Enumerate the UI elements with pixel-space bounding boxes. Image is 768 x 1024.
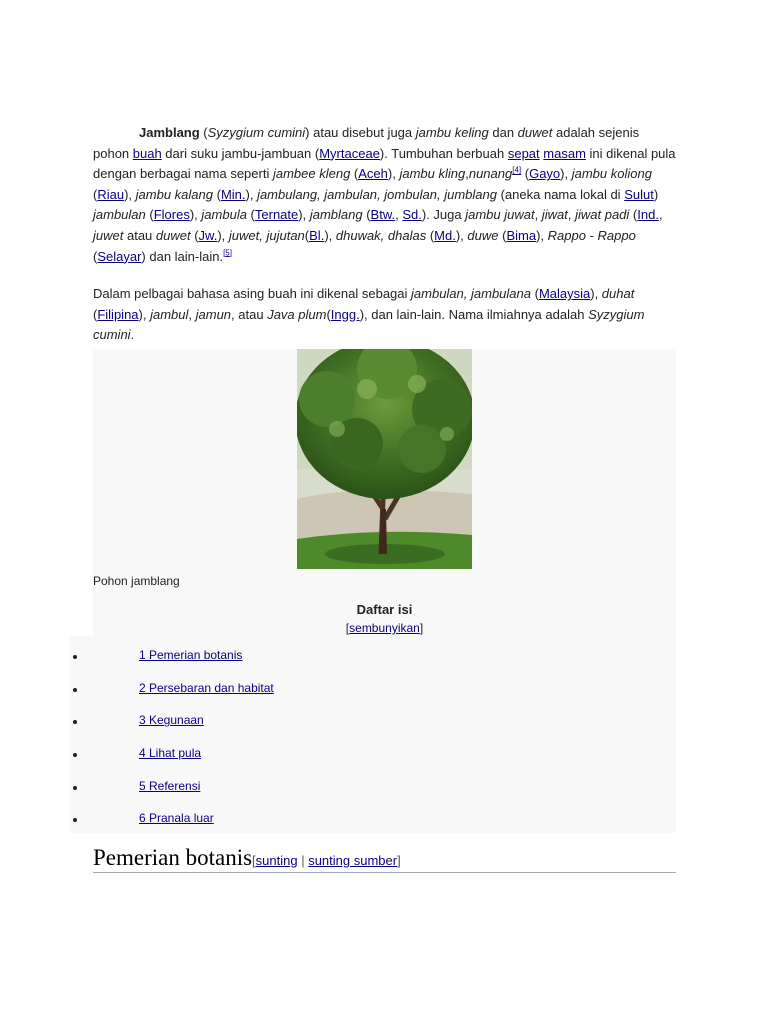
italic-term: jambul bbox=[150, 306, 189, 322]
text-run: Dalam pelbagai bahasa asing buah ini dikenal sebagai bbox=[93, 286, 412, 301]
toc-panel bbox=[70, 636, 676, 833]
text-run: ) atau disebut juga bbox=[305, 125, 416, 140]
text-run: , bbox=[465, 166, 469, 182]
text-run: , bbox=[188, 306, 196, 322]
reference-sup bbox=[512, 166, 521, 175]
italic-term: jambu keling bbox=[415, 125, 489, 140]
edit-open-bracket: [ bbox=[252, 853, 256, 868]
section-edit-links bbox=[252, 853, 401, 868]
text-run: ( bbox=[145, 207, 154, 223]
edit-close-bracket: ] bbox=[397, 853, 401, 868]
inline-link[interactable]: Sd. bbox=[402, 207, 422, 223]
inline-link[interactable]: Sulut bbox=[624, 186, 654, 202]
inline-link[interactable]: buah bbox=[132, 145, 162, 161]
text-run: , bbox=[658, 207, 663, 223]
text-run: ( bbox=[629, 207, 638, 223]
text-run: ( bbox=[362, 207, 371, 223]
text-run: ( bbox=[93, 248, 98, 264]
text-run: (aneka nama lokal di bbox=[497, 186, 625, 202]
italic-term: Syzygium cumini bbox=[207, 125, 306, 140]
toc-link-kegunaan[interactable]: 3 Kegunaan bbox=[139, 713, 204, 728]
text-run: ( bbox=[93, 186, 98, 202]
inline-link[interactable]: Ingg. bbox=[330, 306, 360, 322]
italic-term: jambu juwat bbox=[465, 207, 535, 223]
italic-term: Java plum bbox=[267, 306, 327, 322]
figure-caption: Pohon jamblang bbox=[93, 574, 180, 588]
italic-term: duwet bbox=[155, 227, 191, 243]
inline-link[interactable]: Flores bbox=[153, 207, 190, 223]
toc-link-persebaran-dan-habitat[interactable]: 2 Persebaran dan habitat bbox=[139, 680, 274, 695]
text-run: , bbox=[567, 207, 576, 223]
toc-title: Daftar isi bbox=[356, 602, 413, 617]
italic-term: jamun bbox=[195, 306, 232, 322]
inline-link[interactable]: Btw. bbox=[370, 207, 396, 223]
inline-link[interactable]: Bima bbox=[506, 227, 537, 243]
text-run: ), bbox=[138, 306, 151, 322]
text-run: ( bbox=[326, 306, 331, 322]
inline-link[interactable]: Min. bbox=[220, 186, 246, 202]
text-run: , bbox=[395, 207, 403, 223]
inline-link[interactable]: Gayo bbox=[529, 166, 561, 182]
inline-link[interactable]: Malaysia bbox=[538, 286, 591, 301]
inline-link[interactable]: Filipina bbox=[97, 306, 139, 322]
italic-term: dhuwak, dhalas bbox=[335, 227, 427, 243]
reference-link[interactable]: [5] bbox=[223, 248, 232, 258]
inline-link[interactable]: Riau bbox=[97, 186, 125, 202]
text-run: ), bbox=[455, 227, 468, 243]
text-run: ( bbox=[190, 227, 199, 243]
text-run: ) dan lain-lain. bbox=[141, 248, 224, 264]
text-run: ). Tumbuhan berbuah bbox=[379, 145, 508, 161]
text-run: ), bbox=[298, 207, 310, 223]
section-title: Pemerian botanis bbox=[93, 845, 253, 870]
text-run: ), bbox=[590, 286, 602, 301]
toc-link-referensi[interactable]: 5 Referensi bbox=[139, 778, 201, 793]
text-run: ( bbox=[426, 227, 435, 243]
toc-link-pemerian-botanis[interactable]: 1 Pemerian botanis bbox=[139, 648, 243, 662]
italic-term: nunang bbox=[468, 166, 513, 182]
toc-toggle-close: ] bbox=[419, 621, 424, 635]
intro-paragraph-1 bbox=[93, 123, 677, 267]
intro-paragraph-2 bbox=[93, 284, 677, 346]
text-run: ) bbox=[653, 186, 659, 202]
italic-term: Syzygium cumini bbox=[93, 306, 645, 343]
text-run: ( bbox=[304, 227, 310, 243]
italic-term: duhat bbox=[601, 286, 635, 301]
inline-link[interactable]: masam bbox=[543, 145, 586, 161]
text-run: ), dan lain-lain. Nama ilmiahnya adalah bbox=[359, 306, 589, 322]
italic-term: jamblang bbox=[309, 207, 363, 223]
reference-sup bbox=[223, 248, 232, 257]
toc-link-lihat-pula[interactable]: 4 Lihat pula bbox=[139, 746, 202, 761]
toc-toggle bbox=[93, 621, 676, 635]
inline-link[interactable]: Aceh bbox=[358, 166, 388, 182]
text-run: ( bbox=[212, 186, 221, 202]
italic-term: jambu kling bbox=[399, 166, 466, 182]
inline-link[interactable]: Md. bbox=[434, 227, 456, 243]
toc-link-pranala-luar[interactable]: 6 Pranala luar bbox=[139, 811, 214, 826]
italic-term: jambulan bbox=[93, 207, 146, 223]
text-run: , atau bbox=[231, 306, 268, 322]
bold-term: Jamblang bbox=[139, 125, 200, 140]
text-run: ini dikenal pula dengan berbagai nama seperti bbox=[93, 145, 676, 182]
italic-term: jambu koliong bbox=[571, 166, 652, 182]
text-run: ). Juga bbox=[421, 207, 466, 223]
inline-link[interactable]: Jw. bbox=[198, 227, 218, 243]
text-run: atau bbox=[123, 227, 156, 243]
italic-term: jiwat bbox=[541, 207, 568, 223]
edit-source-link[interactable]: sunting sumber bbox=[308, 853, 398, 868]
italic-term: jambulang, jambulan, jombulan, jumblang bbox=[257, 186, 497, 202]
text-run: ( bbox=[350, 166, 359, 182]
italic-term: duwe bbox=[467, 227, 499, 243]
toc-toggle-open: [ bbox=[345, 621, 350, 635]
inline-link[interactable]: Ind. bbox=[637, 207, 659, 223]
italic-term: Rappo - Rappo bbox=[547, 227, 636, 243]
text-run: ( bbox=[530, 286, 539, 301]
text-run: ( bbox=[246, 207, 255, 223]
tree-photo-icon[interactable] bbox=[297, 349, 472, 569]
italic-term: duwet bbox=[517, 125, 553, 140]
text-run: ), bbox=[536, 227, 548, 243]
inline-link[interactable]: sepat bbox=[507, 145, 540, 161]
italic-term: jambee kleng bbox=[272, 166, 351, 182]
italic-term: jiwat padi bbox=[575, 207, 630, 223]
text-run: dan bbox=[488, 125, 518, 140]
text-run: ), bbox=[189, 207, 202, 223]
text-run: adalah sejenis pohon bbox=[93, 125, 640, 161]
text-run: ( bbox=[93, 306, 98, 322]
italic-term: juwet, jujutan bbox=[228, 227, 305, 243]
inline-link[interactable]: Ternate bbox=[254, 207, 299, 223]
text-run: , bbox=[534, 207, 542, 223]
text-run: ( bbox=[521, 166, 530, 182]
text-run: ), bbox=[124, 186, 136, 202]
inline-link[interactable]: Selayar bbox=[97, 248, 142, 264]
text-run: ), bbox=[387, 166, 400, 182]
text-run: ), bbox=[245, 186, 258, 202]
text-run: ), bbox=[560, 166, 572, 182]
section-heading bbox=[93, 845, 676, 873]
inline-link[interactable]: Myrtaceae bbox=[319, 145, 380, 161]
reference-link[interactable]: [4] bbox=[512, 165, 522, 175]
inline-link[interactable]: Bl. bbox=[309, 227, 325, 243]
text-run: ), bbox=[324, 227, 336, 243]
italic-term: jambula bbox=[201, 207, 247, 223]
italic-term: jambu kalang bbox=[135, 186, 213, 202]
toc-hide-link[interactable]: sembunyikan bbox=[349, 621, 420, 635]
italic-term: jambulan, jambulana bbox=[411, 286, 531, 301]
text-run: ( bbox=[199, 125, 208, 140]
edit-link[interactable]: sunting bbox=[255, 853, 298, 868]
text-run: dari suku jambu-jambuan ( bbox=[161, 145, 320, 161]
edit-separator: | bbox=[297, 853, 309, 868]
text-run: ), bbox=[217, 227, 229, 243]
italic-term: juwet bbox=[93, 227, 124, 243]
text-run: ( bbox=[498, 227, 507, 243]
text-run: . bbox=[130, 327, 135, 343]
